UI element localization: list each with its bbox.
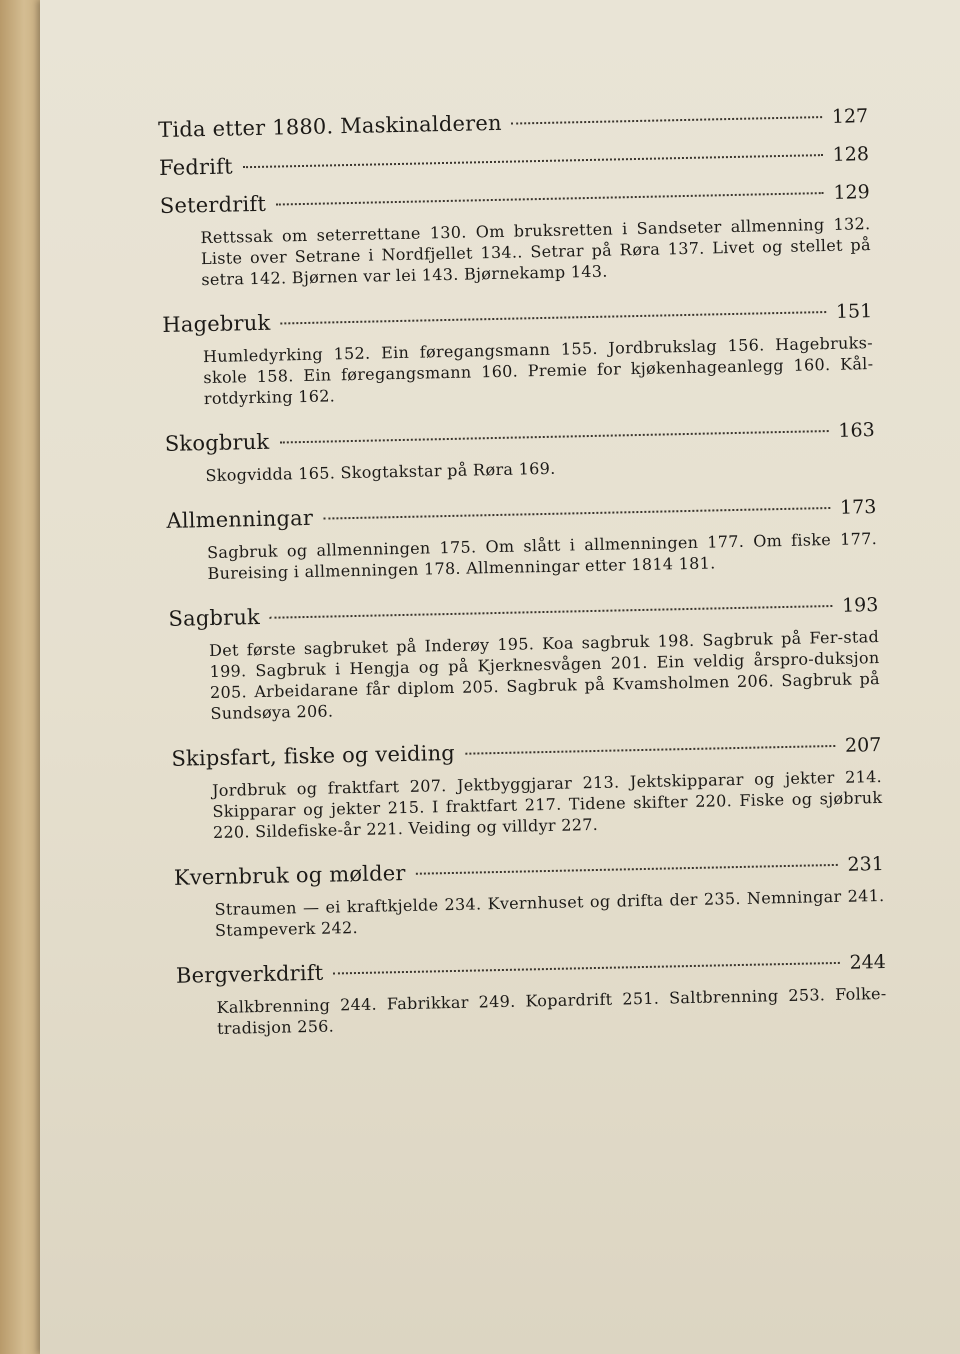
toc-heading: Seterdrift (159, 191, 267, 218)
toc-heading: Tida etter 1880. Maskinalderen (158, 110, 502, 142)
toc-entry (171, 732, 883, 844)
toc-heading-row (165, 417, 875, 456)
leader-dots (465, 745, 835, 755)
toc-page-number: 244 (849, 950, 887, 974)
toc-heading-row (176, 949, 886, 988)
leader-dots (276, 192, 824, 205)
toc-heading-row (162, 298, 872, 337)
leader-dots (279, 430, 828, 444)
leader-dots (270, 605, 832, 619)
leader-dots (243, 154, 823, 168)
toc-page-number: 231 (847, 852, 885, 876)
toc-subentries: Rettssak om seterrettane 130. Om bruksretten i Sandseter allmenning 132. Liste over Setrane i Nordfjellet 134.. Setrar på Røra 137. Livet og stellet på setra 142. Bjørnen var lei 143. Bjørnekamp 143. (200, 214, 872, 290)
toc-page-number: 151 (835, 300, 873, 323)
toc-heading-row (158, 103, 868, 142)
toc-heading: Allmenningar (166, 505, 314, 533)
toc-heading-row (168, 592, 878, 631)
leader-dots (512, 116, 822, 124)
toc-entry (166, 494, 877, 585)
toc-heading: Skogbruk (164, 429, 270, 456)
toc-entry (158, 103, 868, 142)
toc-heading: Kvernbruk og mølder (173, 860, 406, 890)
toc-entry (159, 141, 869, 180)
toc-heading: Fedrift (158, 154, 233, 180)
toc-subentries: Kalkbrenning 244. Fabrikkar 249. Kopardrift 251. Saltbrenning 253. Folke-tradisjon 256. (216, 983, 887, 1038)
leader-dots (323, 507, 830, 520)
toc-subentries: Skogvidda 165. Skogtakstar på Røra 169. (205, 458, 556, 486)
leader-dots (416, 864, 838, 875)
toc-subentries: Straumen — ei kraftkjelde 234. Kvernhuset og drifta der 235. Nemningar 241. Stampeverk 242. (214, 885, 885, 940)
toc-heading: Bergverkdrift (175, 960, 324, 988)
toc-page-number: 127 (831, 105, 869, 128)
toc-page-number: 128 (832, 143, 870, 166)
table-of-contents (158, 103, 888, 1062)
toc-subentries: Jordbruk og fraktfart 207. Jektbyggjarar 213. Jektskipparar og jekter 214. Skipparar og jekter 215. I fraktfart 217. Tidene skifter 220. Fiske og sjøbruk 220. Sildefiske-år 221. Veiding og villdyr 227. (211, 766, 883, 843)
toc-entry (160, 179, 872, 291)
toc-subentries: Sagbruk og allmenningen 175. Om slått i allmenningen 177. Om fiske 177. Bureising i allmenningen 178. Allmenningar etter 1814 181. (206, 529, 878, 584)
toc-heading-row (160, 179, 870, 218)
toc-heading-row (166, 494, 876, 533)
book-page (40, 0, 960, 1354)
leader-dots (333, 962, 839, 975)
toc-heading-row (171, 732, 881, 771)
toc-entry (165, 417, 876, 487)
toc-entry (168, 592, 880, 725)
toc-page-number: 193 (841, 594, 879, 617)
toc-subentries: Humledyrking 152. Ein føregangsmann 155. Jordbrukslag 156. Hagebruks-skole 158. Ein føregangsmann 160. Premie for kjøkenhageanlegg 160. Kål-rotdyrking 162. (202, 333, 874, 409)
toc-heading: Skipsfart, fiske og veiding (171, 740, 456, 771)
toc-subentries: Det første sagbruket på Inderøy 195. Koa sagbruk 198. Sagbruk på Fer-stad 199. Sagbruk i Hengja og på Kjerknesvågen 201. Ein veldig årspro-duksjon 205. Arbeidarane får diplom 205. Sagbruk på Kvamsholmen 206. Sagbruk på Sundsøya 206. (208, 627, 881, 724)
toc-entry (162, 298, 874, 410)
toc-heading-row (159, 141, 869, 180)
toc-entry (174, 851, 885, 942)
toc-heading-row (174, 851, 884, 890)
toc-heading: Sagbruk (168, 604, 261, 631)
toc-page-number: 207 (844, 733, 882, 757)
toc-page-number: 129 (833, 181, 870, 204)
toc-page-number: 163 (838, 419, 875, 442)
toc-heading: Hagebruk (162, 310, 271, 337)
leader-dots (280, 311, 826, 324)
toc-entry (176, 949, 887, 1040)
toc-page-number: 173 (839, 496, 877, 519)
